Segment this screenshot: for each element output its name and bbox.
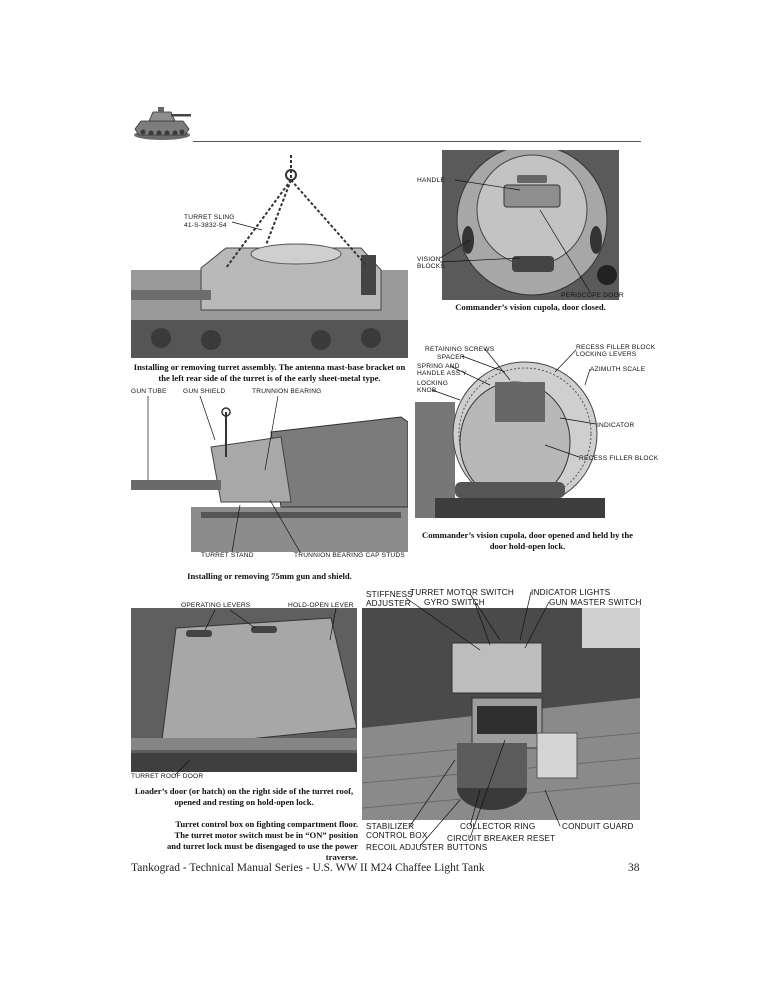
label-turret-sling: TURRET SLING — [184, 214, 235, 221]
label-recess-filler-levers-2: LOCKING LEVERS — [576, 351, 637, 358]
label-turret-motor-switch: TURRET MOTOR SWITCH — [410, 588, 515, 597]
label-operating-levers: OPERATING LEVERS — [181, 602, 251, 609]
label-trunnion-bearing: TRUNNION BEARING — [252, 388, 322, 395]
label-periscope-door: PERISCOPE DOOR — [561, 292, 624, 299]
label-indicator-lights: INDICATOR LIGHTS — [531, 588, 611, 597]
label-spacer: SPACER — [437, 354, 465, 361]
label-retaining-screws: RETAINING SCREWS — [425, 346, 495, 353]
label-gyro-switch: GYRO SWITCH — [424, 598, 485, 607]
label-spring-handle-2: HANDLE ASS’Y — [417, 370, 467, 377]
label-stabilizer-control-box-2: CONTROL BOX — [366, 831, 428, 840]
label-recess-filler-levers: RECESS FILLER BLOCK — [576, 344, 656, 351]
caption-turret-sling: Installing or removing turret assembly. The antenna mast-base bracket on the left rear side of the turret is of the early sheet-metal type. — [133, 362, 406, 383]
caption-control-box: Turret control box on fighting compartment floor. The turret motor switch must be in “ON” position and turret lock must be disengaged to use the power traverse. — [166, 819, 358, 862]
label-locking-knob: LOCKING — [417, 380, 449, 387]
label-vision-blocks: VISION — [417, 256, 441, 263]
caption-loader-door: Loader’s door (or hatch) on the right side of the turret roof, opened and resting on hold-open lock. — [134, 786, 354, 807]
label-azimuth-scale: AZIMUTH SCALE — [590, 366, 646, 373]
label-gun-tube: GUN TUBE — [131, 388, 167, 395]
label-stabilizer-control-box: STABILIZER — [366, 822, 415, 831]
label-circuit-breaker-reset: CIRCUIT BREAKER RESET — [447, 834, 556, 843]
cupola-closed-photo — [442, 150, 619, 300]
footer-series-title: Tankograd - Technical Manual Series - U.S. WW II M24 Chaffee Light Tank — [131, 862, 485, 874]
label-conduit-guard: CONDUIT GUARD — [562, 822, 634, 831]
loader-door-photo — [131, 608, 357, 772]
label-turret-stand: TURRET STAND — [201, 552, 254, 559]
label-turret-roof-door: TURRET ROOF DOOR — [131, 773, 204, 780]
control-box-photo — [362, 608, 640, 820]
page-number: 38 — [628, 862, 640, 874]
label-spring-handle: SPRING AND — [417, 363, 460, 370]
label-stiffness-adjuster: STIFFNESS — [366, 590, 413, 599]
label-sling-part-number: 41-S-3832-54 — [184, 222, 227, 229]
label-vision-blocks-2: BLOCKS — [417, 263, 445, 270]
label-collector-ring: COLLECTOR RING — [460, 822, 536, 831]
label-handle: HANDLE — [417, 177, 445, 184]
label-gun-shield: GUN SHIELD — [183, 388, 226, 395]
label-locking-knob-2: KNOB — [417, 387, 437, 394]
label-recess-filler-block: RECESS FILLER BLOCK — [579, 455, 659, 462]
caption-cupola-closed: Commander’s vision cupola, door closed. — [455, 302, 606, 312]
label-hold-open-lever: HOLD-OPEN LEVER — [288, 602, 354, 609]
caption-gun-shield: Installing or removing 75mm gun and shield. — [187, 571, 352, 581]
label-trunnion-cap-studs: TRUNNION BEARING CAP STUDS — [294, 552, 405, 559]
label-stiffness-adjuster-2: ADJUSTER — [366, 599, 411, 608]
gun-shield-photo — [131, 392, 408, 552]
label-circuit-breaker-reset-2: BUTTONS — [447, 843, 488, 852]
caption-cupola-open: Commander’s vision cupola, door opened and held by the door hold-open lock. — [422, 530, 633, 551]
label-recoil-adjuster: RECOIL ADJUSTER — [366, 843, 445, 852]
label-indicator: INDICATOR — [597, 422, 635, 429]
label-gun-master-switch: GUN MASTER SWITCH — [549, 598, 642, 607]
